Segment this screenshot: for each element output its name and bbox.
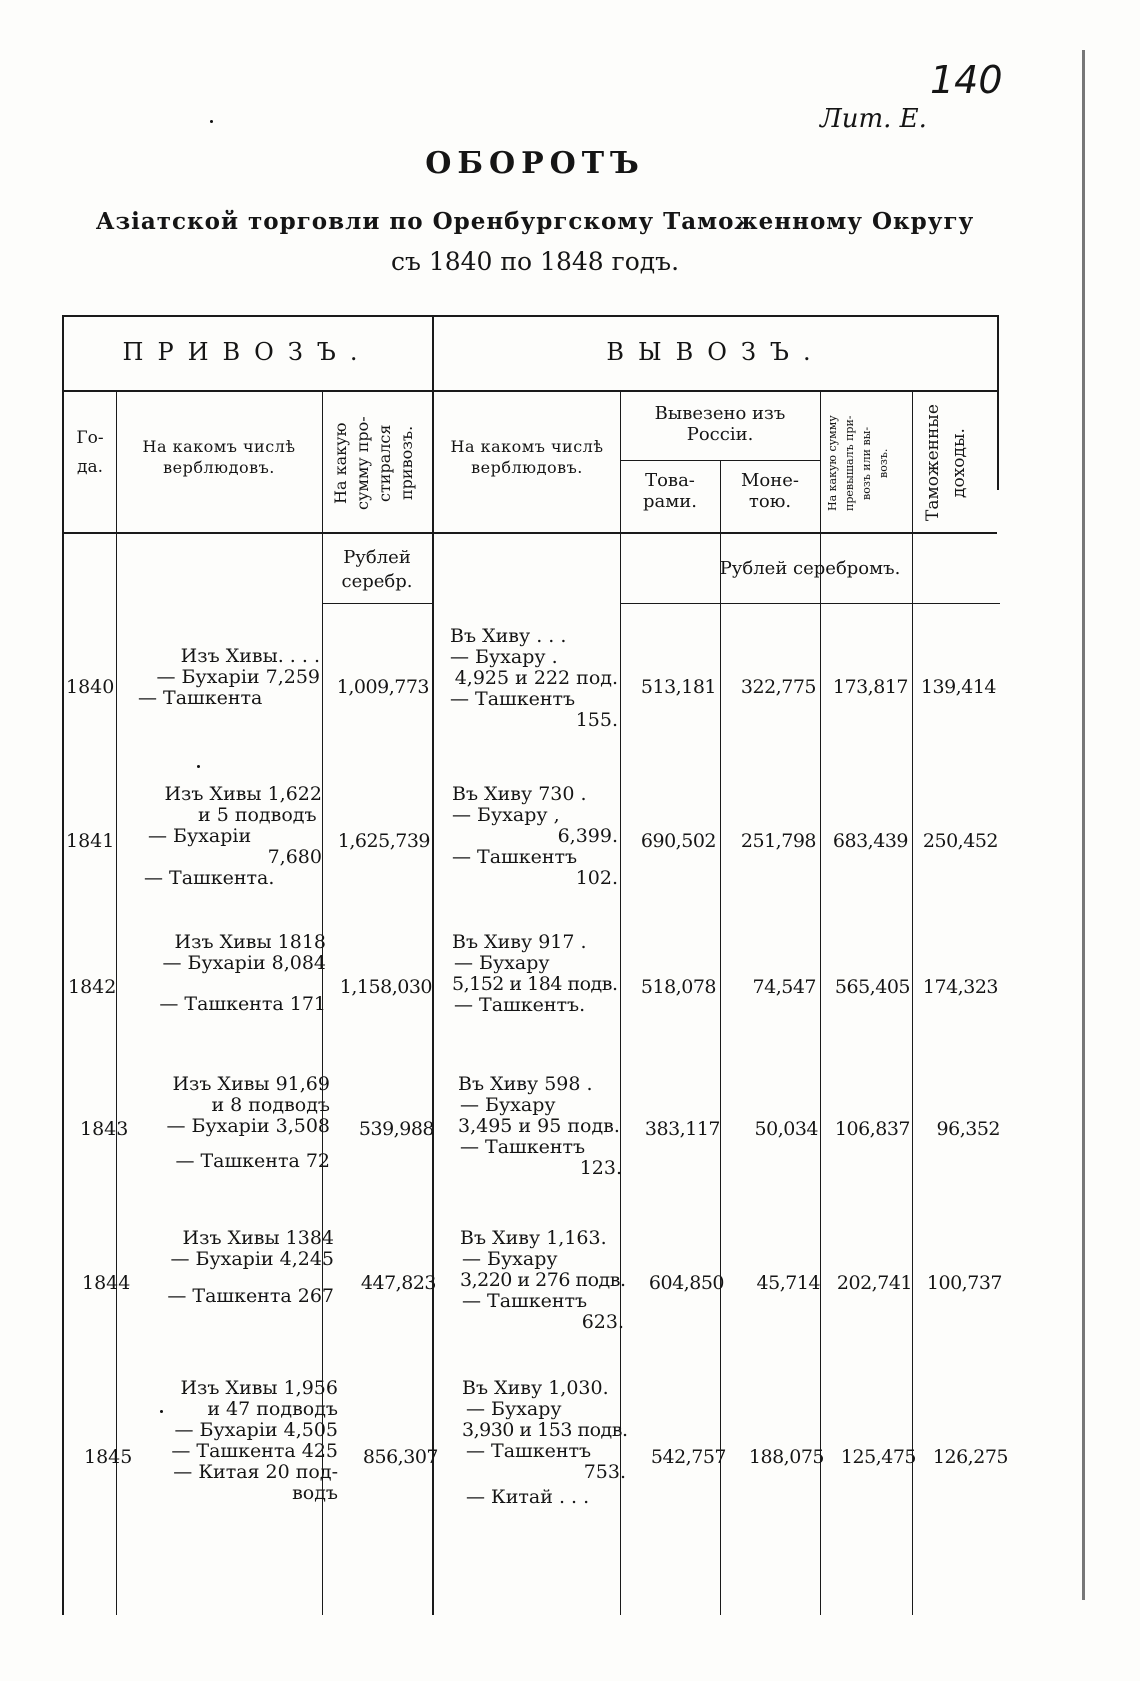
folio-number: 140 — [930, 58, 1003, 102]
section-import: ПРИВОЗЪ. — [122, 338, 372, 366]
page-binding-edge — [1082, 50, 1085, 1600]
export-camels-1840: Въ Хиву . . . — Бухару . 4,925 и 222 под. — Ташкентъ 155. — [450, 625, 618, 731]
excess-1844: 202,741 — [836, 1272, 912, 1294]
header-import-sum: На какую сумму про- стирался привозъ. — [331, 416, 416, 510]
year-1841: 1841 — [66, 830, 115, 852]
unit-rule-left — [322, 603, 432, 604]
customs-1842: 174,323 — [922, 976, 998, 998]
import-camels-1842: Изъ Хивы 1818 — Бухаріи 8,084 — Ташкента 171 — [159, 931, 326, 1015]
import-camels-1841: Изъ Хивы 1,622 и 5 подводъ — Бухаріи 7,680 — Ташкента. — [144, 783, 322, 889]
header-years: Го- да. — [76, 428, 104, 477]
excess-1845: 125,475 — [840, 1446, 916, 1468]
import-sum-1841: 1,625,739 — [337, 830, 430, 852]
table-right-rule — [997, 315, 999, 490]
unit-export: Рублей серебромъ. — [719, 558, 901, 579]
coin-1842: 74,547 — [752, 976, 816, 998]
import-sum-1845: 856,307 — [362, 1446, 438, 1468]
coin-1843: 50,034 — [754, 1118, 818, 1140]
coin-1845: 188,075 — [748, 1446, 824, 1468]
section-export: ВЫВОЗЪ. — [606, 338, 825, 366]
export-camels-1845: Въ Хиву 1,030. — Бухару 3,930 и 153 подв. — Ташкентъ 753. — Китай . . . — [462, 1377, 628, 1508]
unit-import: Рублей серебр. — [341, 547, 413, 592]
subtitle-line-2: съ 1840 по 1848 годъ. — [390, 247, 680, 276]
header-goods: Това- рами. — [643, 470, 697, 512]
import-sum-1842: 1,158,030 — [339, 976, 432, 998]
year-1840: 1840 — [66, 676, 115, 698]
export-camels-1842: Въ Хиву 917 . — Бухару 5,152 и 184 подв. — Ташкентъ. — [452, 931, 618, 1016]
header-bottom-rule — [62, 532, 997, 534]
import-camels-1844: Изъ Хивы 1384 — Бухаріи 4,245 — Ташкента 267 — [167, 1227, 334, 1307]
header-import-camels: На какомъ числѣ верблюдовъ. — [142, 437, 296, 477]
rule-after-goods — [720, 460, 721, 1615]
excess-1841: 683,439 — [832, 830, 908, 852]
goods-1844: 604,850 — [648, 1272, 724, 1294]
goods-1841: 690,502 — [640, 830, 716, 852]
import-camels-1840: Изъ Хивы. . . . — Бухаріи 7,259 — Ташкента — [138, 645, 320, 709]
import-camels-1845: Изъ Хивы 1,956 и 47 подводъ — Бухаріи 4,505 — Ташкента 425 — Китая 20 под- водъ — [171, 1377, 338, 1504]
import-sum-1844: 447,823 — [360, 1272, 436, 1294]
coin-1844: 45,714 — [756, 1272, 820, 1294]
import-camels-1843: Изъ Хивы 91,69 и 8 подводъ — Бухаріи 3,508 — Ташкента 72 — [166, 1073, 330, 1172]
excess-1840: 173,817 — [832, 676, 908, 698]
unit-rule-right — [620, 603, 1000, 604]
export-camels-1844: Въ Хиву 1,163. — Бухару 3,220 и 276 подв. — Ташкентъ 623. — [460, 1227, 626, 1333]
goods-1840: 513,181 — [640, 676, 716, 698]
header-customs: Таможенные доходы. — [923, 404, 969, 522]
import-sum-1843: 539,988 — [358, 1118, 434, 1140]
customs-1845: 126,275 — [932, 1446, 1008, 1468]
table-top-rule — [62, 315, 997, 317]
import-sum-1840: 1,009,773 — [336, 676, 429, 698]
rule-after-years — [116, 390, 117, 1615]
excess-1842: 565,405 — [834, 976, 910, 998]
year-1844: 1844 — [82, 1272, 131, 1294]
coin-1841: 251,798 — [740, 830, 816, 852]
page-title: ОБОРОТЪ — [425, 146, 645, 181]
export-camels-1843: Въ Хиву 598 . — Бухару 3,495 и 95 подв. — Ташкентъ 123. — [458, 1073, 622, 1179]
customs-1844: 100,737 — [926, 1272, 1002, 1294]
rule-between-sections — [432, 315, 434, 1615]
section-rule — [62, 390, 997, 392]
customs-1841: 250,452 — [922, 830, 998, 852]
excess-1843: 106,837 — [834, 1118, 910, 1140]
header-coin: Моне- тою. — [741, 470, 799, 512]
header-excess: На какую сумму превышалъ при- возъ или вы- возъ. — [826, 415, 890, 511]
litera-label: Лит. Е. — [820, 104, 927, 134]
year-1845: 1845 — [84, 1446, 133, 1468]
subtitle-line-1: Азіатской торговли по Оренбургскому Таможенному Округу — [95, 208, 975, 235]
customs-1843: 96,352 — [936, 1118, 1000, 1140]
coin-1840: 322,775 — [740, 676, 816, 698]
customs-1840: 139,414 — [920, 676, 996, 698]
goods-1845: 542,757 — [650, 1446, 726, 1468]
year-1843: 1843 — [80, 1118, 129, 1140]
header-export-camels: На какомъ числѣ верблюдовъ. — [450, 437, 604, 477]
export-camels-1841: Въ Хиву 730 . — Бухару , 6,399. — Ташкентъ 102. — [452, 783, 618, 889]
ink-dot — [210, 120, 213, 123]
table-left-rule — [62, 315, 64, 1615]
year-1842: 1842 — [68, 976, 117, 998]
ink-dot — [197, 765, 200, 768]
goods-1843: 383,117 — [644, 1118, 720, 1140]
goods-1842: 518,078 — [640, 976, 716, 998]
header-exported-from-russia: Вывезено изъ Россіи. — [654, 403, 786, 445]
